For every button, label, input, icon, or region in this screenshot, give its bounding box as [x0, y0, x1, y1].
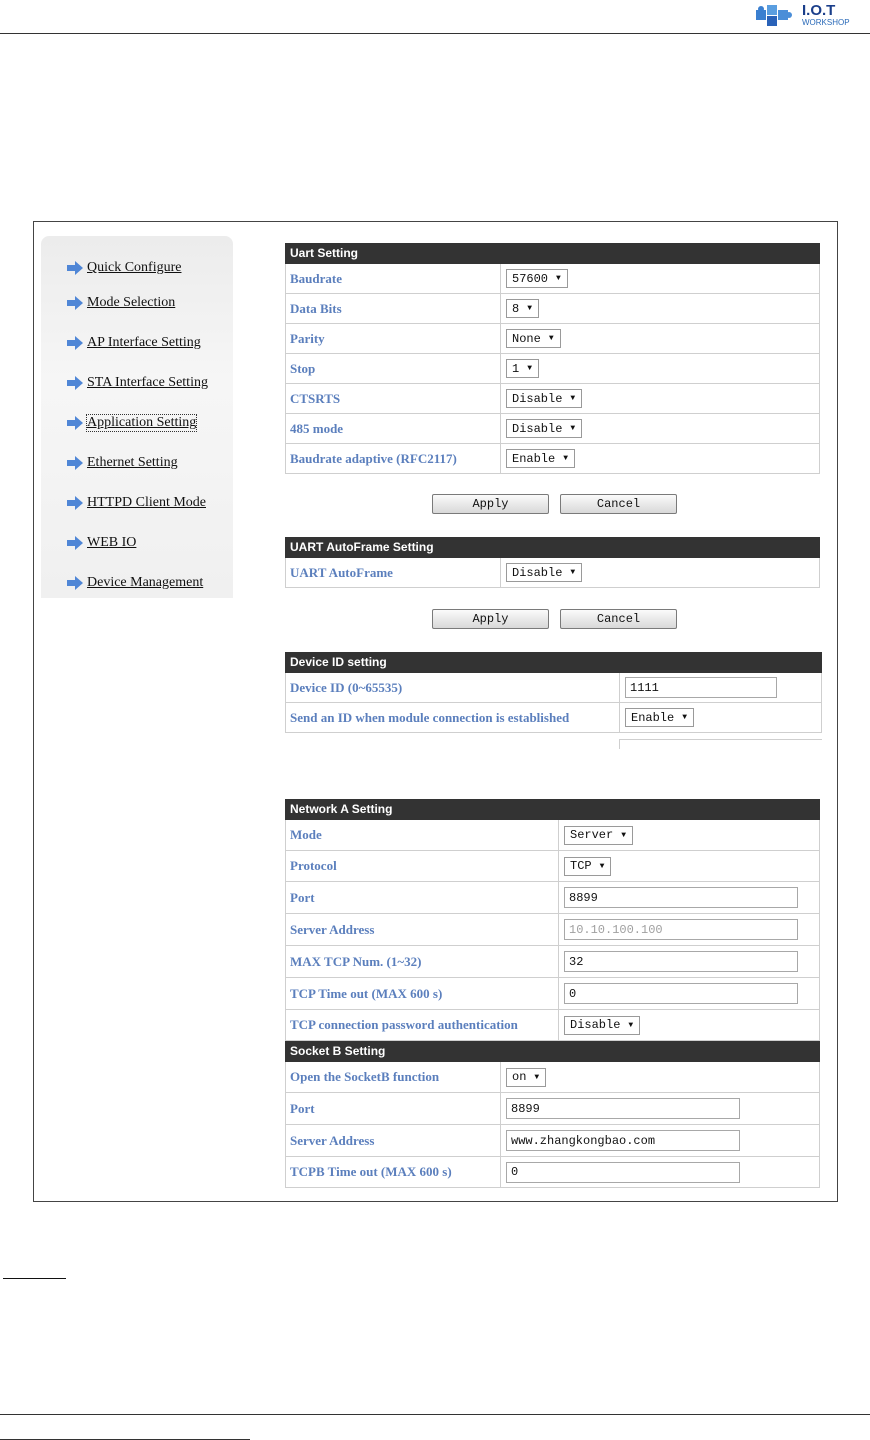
- mode-select[interactable]: [564, 826, 633, 845]
- arrow-right-icon: [66, 261, 84, 275]
- table-row: [285, 1010, 820, 1041]
- socketb-function-select[interactable]: [506, 1068, 546, 1087]
- network-a-table: [285, 799, 820, 1041]
- sidebar-item-web-io[interactable]: [66, 534, 136, 552]
- select-value: 1: [512, 361, 520, 376]
- password-auth-select[interactable]: [564, 1016, 640, 1035]
- row-label: CTSRTS: [286, 384, 501, 413]
- table-row: [285, 1093, 820, 1125]
- table-row: [285, 820, 820, 851]
- sidebar-item-quick-configure[interactable]: [66, 259, 181, 277]
- puzzle-logo-icon: [752, 2, 798, 28]
- table-row: [285, 384, 820, 414]
- sidebar-item-ap-interface[interactable]: [66, 334, 201, 352]
- chevron-down-icon: ▼: [621, 830, 627, 840]
- chevron-down-icon: ▼: [548, 334, 554, 343]
- row-label: TCPB Time out (MAX 600 s): [286, 1157, 501, 1187]
- arrow-right-icon: [66, 376, 84, 390]
- header-rule: [0, 33, 870, 34]
- sidebar-item-httpd-client[interactable]: [66, 494, 206, 512]
- socket-b-table: [285, 1041, 820, 1188]
- row-label: Port: [286, 882, 559, 913]
- arrow-right-icon: [66, 456, 84, 470]
- row-label: Protocol: [286, 851, 559, 881]
- autoframe-apply-button[interactable]: Apply: [432, 609, 549, 629]
- socketb-port-input[interactable]: 8899: [506, 1098, 740, 1119]
- row-label: MAX TCP Num. (1~32): [286, 946, 559, 977]
- footer-rule: [0, 1414, 870, 1415]
- select-value: Server: [570, 828, 614, 842]
- sidebar-item-label[interactable]: AP Interface Setting: [87, 335, 201, 350]
- arrow-right-icon: [66, 296, 84, 310]
- port-input[interactable]: 8899: [564, 887, 798, 908]
- select-value: Disable: [512, 421, 563, 436]
- row-label: 485 mode: [286, 414, 501, 443]
- autoframe-cancel-button[interactable]: Cancel: [560, 609, 677, 629]
- row-label: Send an ID when module connection is established: [286, 703, 620, 732]
- row-label: UART AutoFrame: [286, 558, 501, 587]
- table-row: [285, 914, 820, 946]
- table-row: [285, 558, 820, 588]
- uart-cancel-button[interactable]: Cancel: [560, 494, 677, 514]
- table-row: [285, 703, 822, 733]
- row-label: Data Bits: [286, 294, 501, 323]
- section-header: Network A Setting: [285, 799, 820, 820]
- row-label: Open the SocketB function: [286, 1062, 501, 1092]
- autoframe-select[interactable]: [506, 563, 582, 582]
- select-value: Disable: [512, 565, 563, 580]
- select-value: Disable: [570, 1018, 621, 1032]
- row-label: Server Address: [286, 1125, 501, 1156]
- table-row: [285, 354, 820, 384]
- brand-main: I.O.T: [802, 2, 836, 19]
- table-row: [285, 1062, 820, 1093]
- table-row: [285, 324, 820, 354]
- section-header: Uart Setting: [285, 243, 820, 264]
- data-bits-select[interactable]: [506, 299, 539, 318]
- select-value: Enable: [631, 710, 675, 725]
- 485-mode-select[interactable]: [506, 419, 582, 438]
- brand-sub: WORKSHOP: [802, 18, 850, 27]
- device-id-table: [285, 652, 822, 733]
- baudrate-select[interactable]: [506, 269, 568, 288]
- chevron-down-icon: ▼: [599, 861, 605, 871]
- uart-setting-table: [285, 243, 820, 474]
- chevron-down-icon: ▼: [527, 364, 533, 373]
- table-row: [285, 264, 820, 294]
- parity-select[interactable]: [506, 329, 561, 348]
- table-row: [285, 851, 820, 882]
- chevron-down-icon: ▼: [682, 713, 688, 722]
- cropped-row-fragment: [285, 737, 822, 749]
- select-value: Enable: [512, 451, 556, 466]
- select-value: Disable: [512, 391, 563, 406]
- stop-select[interactable]: [506, 359, 539, 378]
- note-underline: [3, 1278, 66, 1279]
- chevron-down-icon: ▼: [556, 274, 561, 283]
- chevron-down-icon: ▼: [563, 454, 569, 463]
- row-label: TCP connection password authentication: [286, 1010, 559, 1040]
- sidebar-item-ethernet-setting[interactable]: [66, 454, 178, 472]
- tcp-timeout-input[interactable]: 0: [564, 983, 798, 1004]
- row-label: Device ID (0~65535): [286, 673, 620, 702]
- select-value: 57600: [512, 271, 549, 286]
- sidebar-item-label[interactable]: Ethernet Setting: [87, 455, 178, 470]
- tcpb-timeout-input[interactable]: 0: [506, 1162, 740, 1183]
- chevron-down-icon: ▼: [570, 568, 576, 577]
- arrow-right-icon: [66, 576, 84, 590]
- table-row: [285, 444, 820, 474]
- section-header: UART AutoFrame Setting: [285, 537, 820, 558]
- socketb-server-address-input[interactable]: www.zhangkongbao.com: [506, 1130, 740, 1151]
- sidebar-item-sta-interface[interactable]: [66, 374, 208, 392]
- row-label: Mode: [286, 820, 559, 850]
- select-value: on: [512, 1070, 527, 1084]
- arrow-right-icon: [66, 336, 84, 350]
- sidebar-item-application-setting[interactable]: [66, 414, 196, 432]
- chevron-down-icon: ▼: [527, 304, 533, 313]
- cropped-cell: [619, 739, 822, 749]
- section-header: Device ID setting: [285, 652, 822, 673]
- sidebar-item-label[interactable]: Quick Configure: [87, 260, 182, 275]
- arrow-right-icon: [66, 416, 84, 430]
- select-value: 8: [512, 301, 520, 316]
- chevron-down-icon: ▼: [534, 1072, 540, 1082]
- uart-apply-button[interactable]: Apply: [432, 494, 549, 514]
- protocol-select[interactable]: [564, 857, 611, 876]
- sidebar-item-label[interactable]: HTTPD Client Mode: [87, 495, 206, 510]
- table-row: [285, 414, 820, 444]
- table-row: [285, 978, 820, 1010]
- row-label: Stop: [286, 354, 501, 383]
- table-row: [285, 946, 820, 978]
- row-label: Port: [286, 1093, 501, 1124]
- chevron-down-icon: ▼: [570, 394, 576, 403]
- ctsrts-select[interactable]: [506, 389, 582, 408]
- select-value: TCP: [570, 859, 592, 873]
- sidebar-item-label[interactable]: Mode Selection: [87, 295, 176, 310]
- server-address-input[interactable]: 10.10.100.100: [564, 919, 798, 940]
- sidebar-item-label[interactable]: WEB IO: [87, 535, 137, 550]
- section-header: Socket B Setting: [285, 1041, 820, 1062]
- max-tcp-input[interactable]: 32: [564, 951, 798, 972]
- autoframe-setting-table: [285, 537, 820, 588]
- device-id-input[interactable]: 1111: [625, 677, 777, 698]
- baudrate-adaptive-select[interactable]: [506, 449, 575, 468]
- send-id-select[interactable]: [625, 708, 694, 727]
- row-label: Baudrate: [286, 264, 501, 293]
- table-row: [285, 673, 822, 703]
- row-label: Baudrate adaptive (RFC2117): [286, 444, 501, 473]
- table-row: [285, 294, 820, 324]
- sidebar-item-label[interactable]: Application Setting: [87, 415, 197, 430]
- row-label: TCP Time out (MAX 600 s): [286, 978, 559, 1009]
- row-label: Server Address: [286, 914, 559, 945]
- sidebar-item-device-management[interactable]: [66, 574, 203, 592]
- chevron-down-icon: ▼: [628, 1020, 634, 1030]
- arrow-right-icon: [66, 536, 84, 550]
- table-row: [285, 1157, 820, 1188]
- select-value: None: [512, 331, 541, 346]
- table-row: [285, 882, 820, 914]
- sidebar-item-label[interactable]: STA Interface Setting: [87, 375, 208, 390]
- sidebar-item-label[interactable]: Device Management: [87, 575, 204, 590]
- sidebar-item-mode-selection[interactable]: [66, 294, 175, 312]
- arrow-right-icon: [66, 496, 84, 510]
- iot-workshop-logo: [752, 0, 862, 30]
- row-label: Parity: [286, 324, 501, 353]
- chevron-down-icon: ▼: [570, 424, 576, 433]
- table-row: [285, 1125, 820, 1157]
